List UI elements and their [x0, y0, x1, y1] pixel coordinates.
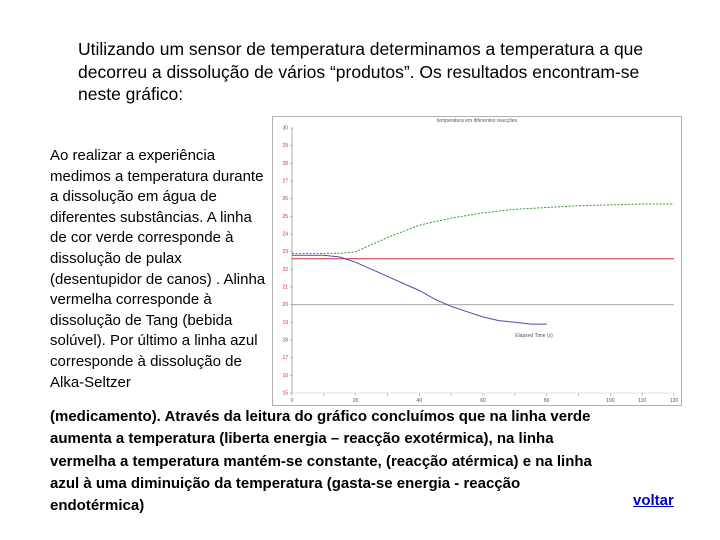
x-tick-label: 120 — [669, 398, 679, 404]
back-link[interactable]: voltar — [633, 492, 674, 509]
x-tick-label: 0 — [290, 398, 294, 404]
y-tick-label: 19 — [282, 319, 288, 326]
y-tick-label: 30 — [282, 125, 288, 132]
y-tick-label: 25 — [282, 213, 288, 220]
y-tick-label: 29 — [282, 143, 288, 150]
y-tick-label: 28 — [282, 160, 288, 167]
x-tick-label: 100 — [606, 398, 615, 404]
chart-svg — [272, 116, 682, 406]
intro-text: Utilizando um sensor de temperatura determinamos a temperatura a que decorreu a dissolução de vários “produtos”. Os resultados encontram-se neste gráfico: — [78, 39, 644, 104]
description-text: Ao realizar a experiência medimos a temperatura durante a dissolução em água de diferentes substâncias. A linha de cor verde corresponde à dissolução de pulax (desentupidor de canos) . Alinha vermelha corresponde à dissolução de Tang (bebida solúvel). Por último a linha azul corresponde à dissolução de Alka-Seltzer — [50, 147, 266, 391]
conclusion-text: (medicamento). Através da leitura do gráfico concluímos que na linha verde aumenta a temperatura (liberta energia – reacção exotérmica), na linha vermelha a temperatura mantém-se constante, (reacção atérmica) e na linha azul à uma diminuição da temperatura (gasta-se energia - reacção endotérmica) — [50, 408, 592, 515]
y-tick-label: 20 — [282, 302, 288, 309]
y-tick-label: 18 — [282, 337, 288, 344]
y-tick-label: 21 — [282, 284, 288, 291]
x-tick-label: 60 — [480, 398, 486, 404]
x-tick-label: 80 — [543, 398, 550, 404]
x-tick-label: 20 — [352, 398, 359, 404]
y-tick-label: 15 — [282, 390, 288, 397]
y-tick-label: 16 — [282, 372, 288, 379]
y-tick-label: 22 — [282, 266, 288, 273]
chart-frame — [273, 117, 682, 406]
chart-x-axis-label: Elapsed Time (s) — [515, 333, 553, 339]
y-tick-label: 17 — [282, 355, 288, 362]
y-tick-label: 27 — [282, 178, 288, 185]
y-tick-label: 23 — [282, 249, 288, 256]
x-tick-label: 110 — [638, 398, 647, 404]
temperature-chart — [272, 116, 682, 406]
y-tick-label: 26 — [282, 196, 288, 203]
y-tick-label: 24 — [282, 231, 288, 238]
chart-title: temperatura em diferentes reacções — [436, 118, 518, 124]
x-tick-label: 40 — [416, 398, 423, 404]
